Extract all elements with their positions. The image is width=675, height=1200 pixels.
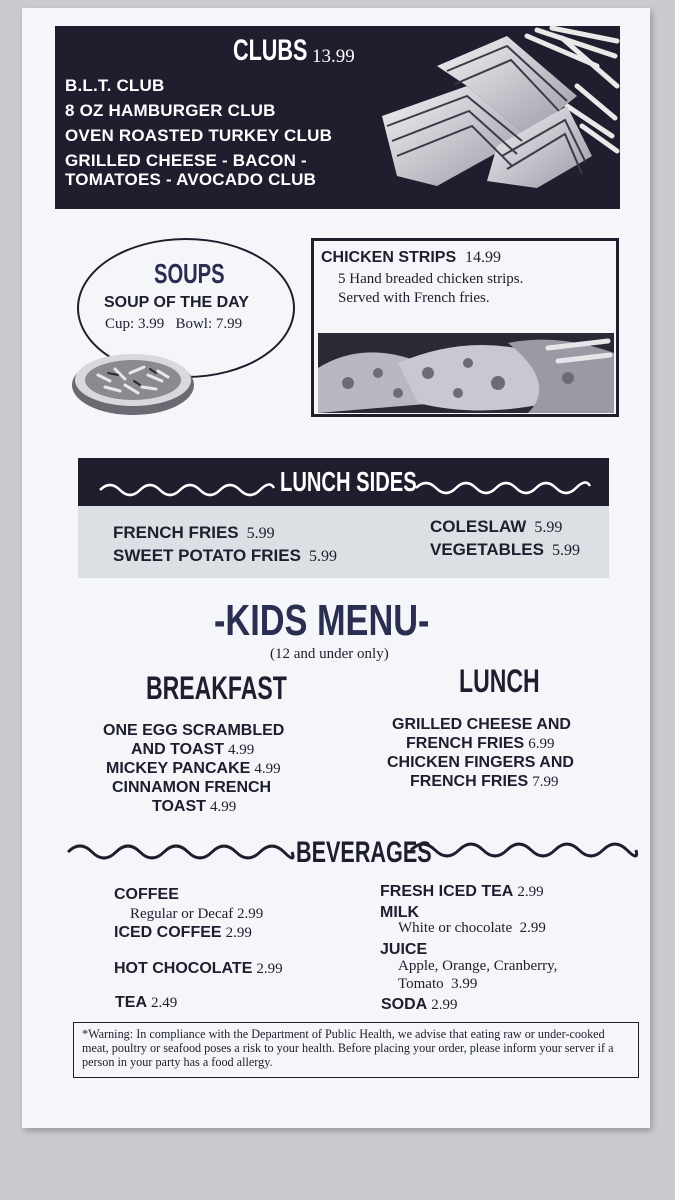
side-item xyxy=(113,546,337,566)
beverage-iced-coffee xyxy=(114,924,252,942)
beverage-iced-tea xyxy=(380,883,544,901)
side-price: 5.99 xyxy=(551,542,580,559)
kids-item-text: MICKEY PANCAKE xyxy=(106,760,251,777)
soup-prices xyxy=(105,316,242,333)
kids-item-price: 7.99 xyxy=(532,774,559,790)
side-price: 5.99 xyxy=(534,519,563,536)
beverage-price: 3.99 xyxy=(451,976,478,992)
clubs-title: CLUBS xyxy=(233,34,308,67)
beverage-milk-note xyxy=(398,920,546,937)
side-item xyxy=(430,517,562,537)
beverage-hot-chocolate xyxy=(114,960,283,978)
kids-item-text: AND TOAST xyxy=(131,741,225,758)
beverage-juice-note xyxy=(398,976,477,993)
beverage-price: 2.99 xyxy=(225,925,252,941)
beverage-price: 2.99 xyxy=(519,920,546,936)
kids-lunch-line xyxy=(387,754,574,772)
kids-item-text: FRENCH FRIES xyxy=(410,773,529,790)
side-name: FRENCH FRIES xyxy=(113,523,239,542)
kids-item-text: FRENCH FRIES xyxy=(406,735,525,752)
health-warning: *Warning: In compliance with the Department of Public Health, we advise that eating raw or under-cooked meat, poultry or seafood poses a risk to your health. Before placing your order, please inform your server if a person in your party has a food allergy. xyxy=(73,1022,639,1078)
beverage-coffee: COFFEE xyxy=(114,886,179,903)
kids-breakfast-title: BREAKFAST xyxy=(146,670,287,706)
kids-item-price: 4.99 xyxy=(209,799,237,815)
kids-breakfast-line xyxy=(131,741,254,759)
beverage-note-text: White or chocolate xyxy=(398,920,513,936)
side-name: COLESLAW xyxy=(430,517,527,536)
kids-breakfast-line xyxy=(106,760,281,778)
clubs-price: 13.99 xyxy=(312,46,355,67)
side-price: 5.99 xyxy=(246,525,275,542)
soups-title: SOUPS xyxy=(154,258,225,289)
beverage-price: 2.49 xyxy=(151,995,178,1011)
clubs-section xyxy=(55,26,620,209)
kids-menu-title: -KIDS MENU- xyxy=(214,596,430,645)
bowl-price: 7.99 xyxy=(215,316,243,332)
beverage-milk: MILK xyxy=(380,904,420,921)
kids-breakfast-line xyxy=(152,798,236,816)
chicken-strips-name: CHICKEN STRIPS xyxy=(321,249,457,266)
kids-item-text: CHICKEN FINGERS AND xyxy=(387,754,574,771)
side-item xyxy=(430,540,580,560)
beverage-name: TEA xyxy=(115,994,147,1011)
kids-item-text: CINNAMON FRENCH xyxy=(112,779,272,796)
kids-item-text: ONE EGG SCRAMBLED xyxy=(103,722,285,739)
soup-bowl-image xyxy=(70,345,196,417)
club-item: OVEN ROASTED TURKEY CLUB xyxy=(65,126,333,145)
kids-breakfast-line xyxy=(103,722,284,740)
beverage-price: 2.99 xyxy=(517,884,544,900)
cup-label: Cup: xyxy=(105,316,135,332)
beverage-soda xyxy=(381,996,457,1014)
beverage-price: 2.99 xyxy=(431,997,458,1013)
kids-menu-subtitle: (12 and under only) xyxy=(270,646,389,662)
chicken-desc-line: 5 Hand breaded chicken strips. xyxy=(338,271,524,287)
soup-of-the-day: SOUP OF THE DAY xyxy=(104,294,249,311)
side-name: VEGETABLES xyxy=(430,540,544,559)
kids-lunch-line xyxy=(410,773,558,791)
beverage-juice: JUICE xyxy=(380,941,428,958)
kids-lunch-line xyxy=(392,716,571,734)
kids-item-price: 4.99 xyxy=(254,761,281,777)
bowl-label: Bowl: xyxy=(175,316,213,332)
club-item: TOMATOES - AVOCADO CLUB xyxy=(65,170,317,189)
beverage-note-text: Tomato xyxy=(398,976,444,992)
beverage-price: 2.99 xyxy=(256,961,283,977)
beverage-name: FRESH ICED TEA xyxy=(380,883,514,900)
kids-breakfast-line xyxy=(112,779,271,797)
kids-item-price: 4.99 xyxy=(228,742,255,758)
beverages-title: BEVERAGES xyxy=(296,836,432,869)
lunch-sides-header xyxy=(78,458,609,506)
lunch-sides-section xyxy=(78,458,609,578)
kids-lunch-line xyxy=(406,735,554,753)
club-sandwich-image xyxy=(377,26,620,191)
side-price: 5.99 xyxy=(308,548,337,565)
beverage-name: ICED COFFEE xyxy=(114,924,222,941)
beverage-price: 2.99 xyxy=(237,906,264,922)
lunch-sides-title: LUNCH SIDES xyxy=(280,466,417,497)
beverage-name: SODA xyxy=(381,996,428,1013)
chicken-strips-image xyxy=(318,333,614,413)
chicken-desc-line: Served with French fries. xyxy=(338,290,490,306)
kids-lunch-title: LUNCH xyxy=(459,663,540,699)
beverage-coffee-note xyxy=(130,906,263,923)
beverage-name: HOT CHOCOLATE xyxy=(114,960,253,977)
cup-price: 3.99 xyxy=(137,316,165,332)
club-item: B.L.T. CLUB xyxy=(65,76,165,95)
chicken-strips-price: 14.99 xyxy=(465,249,502,266)
side-item xyxy=(113,523,275,543)
club-item: 8 OZ HAMBURGER CLUB xyxy=(65,101,276,120)
chicken-strips-section xyxy=(311,238,619,417)
beverage-note-text: Regular or Decaf xyxy=(130,906,234,922)
kids-item-price: 6.99 xyxy=(528,736,555,752)
kids-item-text: TOAST xyxy=(152,798,206,815)
beverage-juice-note: Apple, Orange, Cranberry, xyxy=(398,958,558,974)
side-name: SWEET POTATO FRIES xyxy=(113,546,301,565)
kids-item-text: GRILLED CHEESE AND xyxy=(392,716,571,733)
club-item: GRILLED CHEESE - BACON - xyxy=(65,151,307,170)
beverage-tea xyxy=(115,994,177,1012)
chicken-strips-title xyxy=(321,249,501,267)
